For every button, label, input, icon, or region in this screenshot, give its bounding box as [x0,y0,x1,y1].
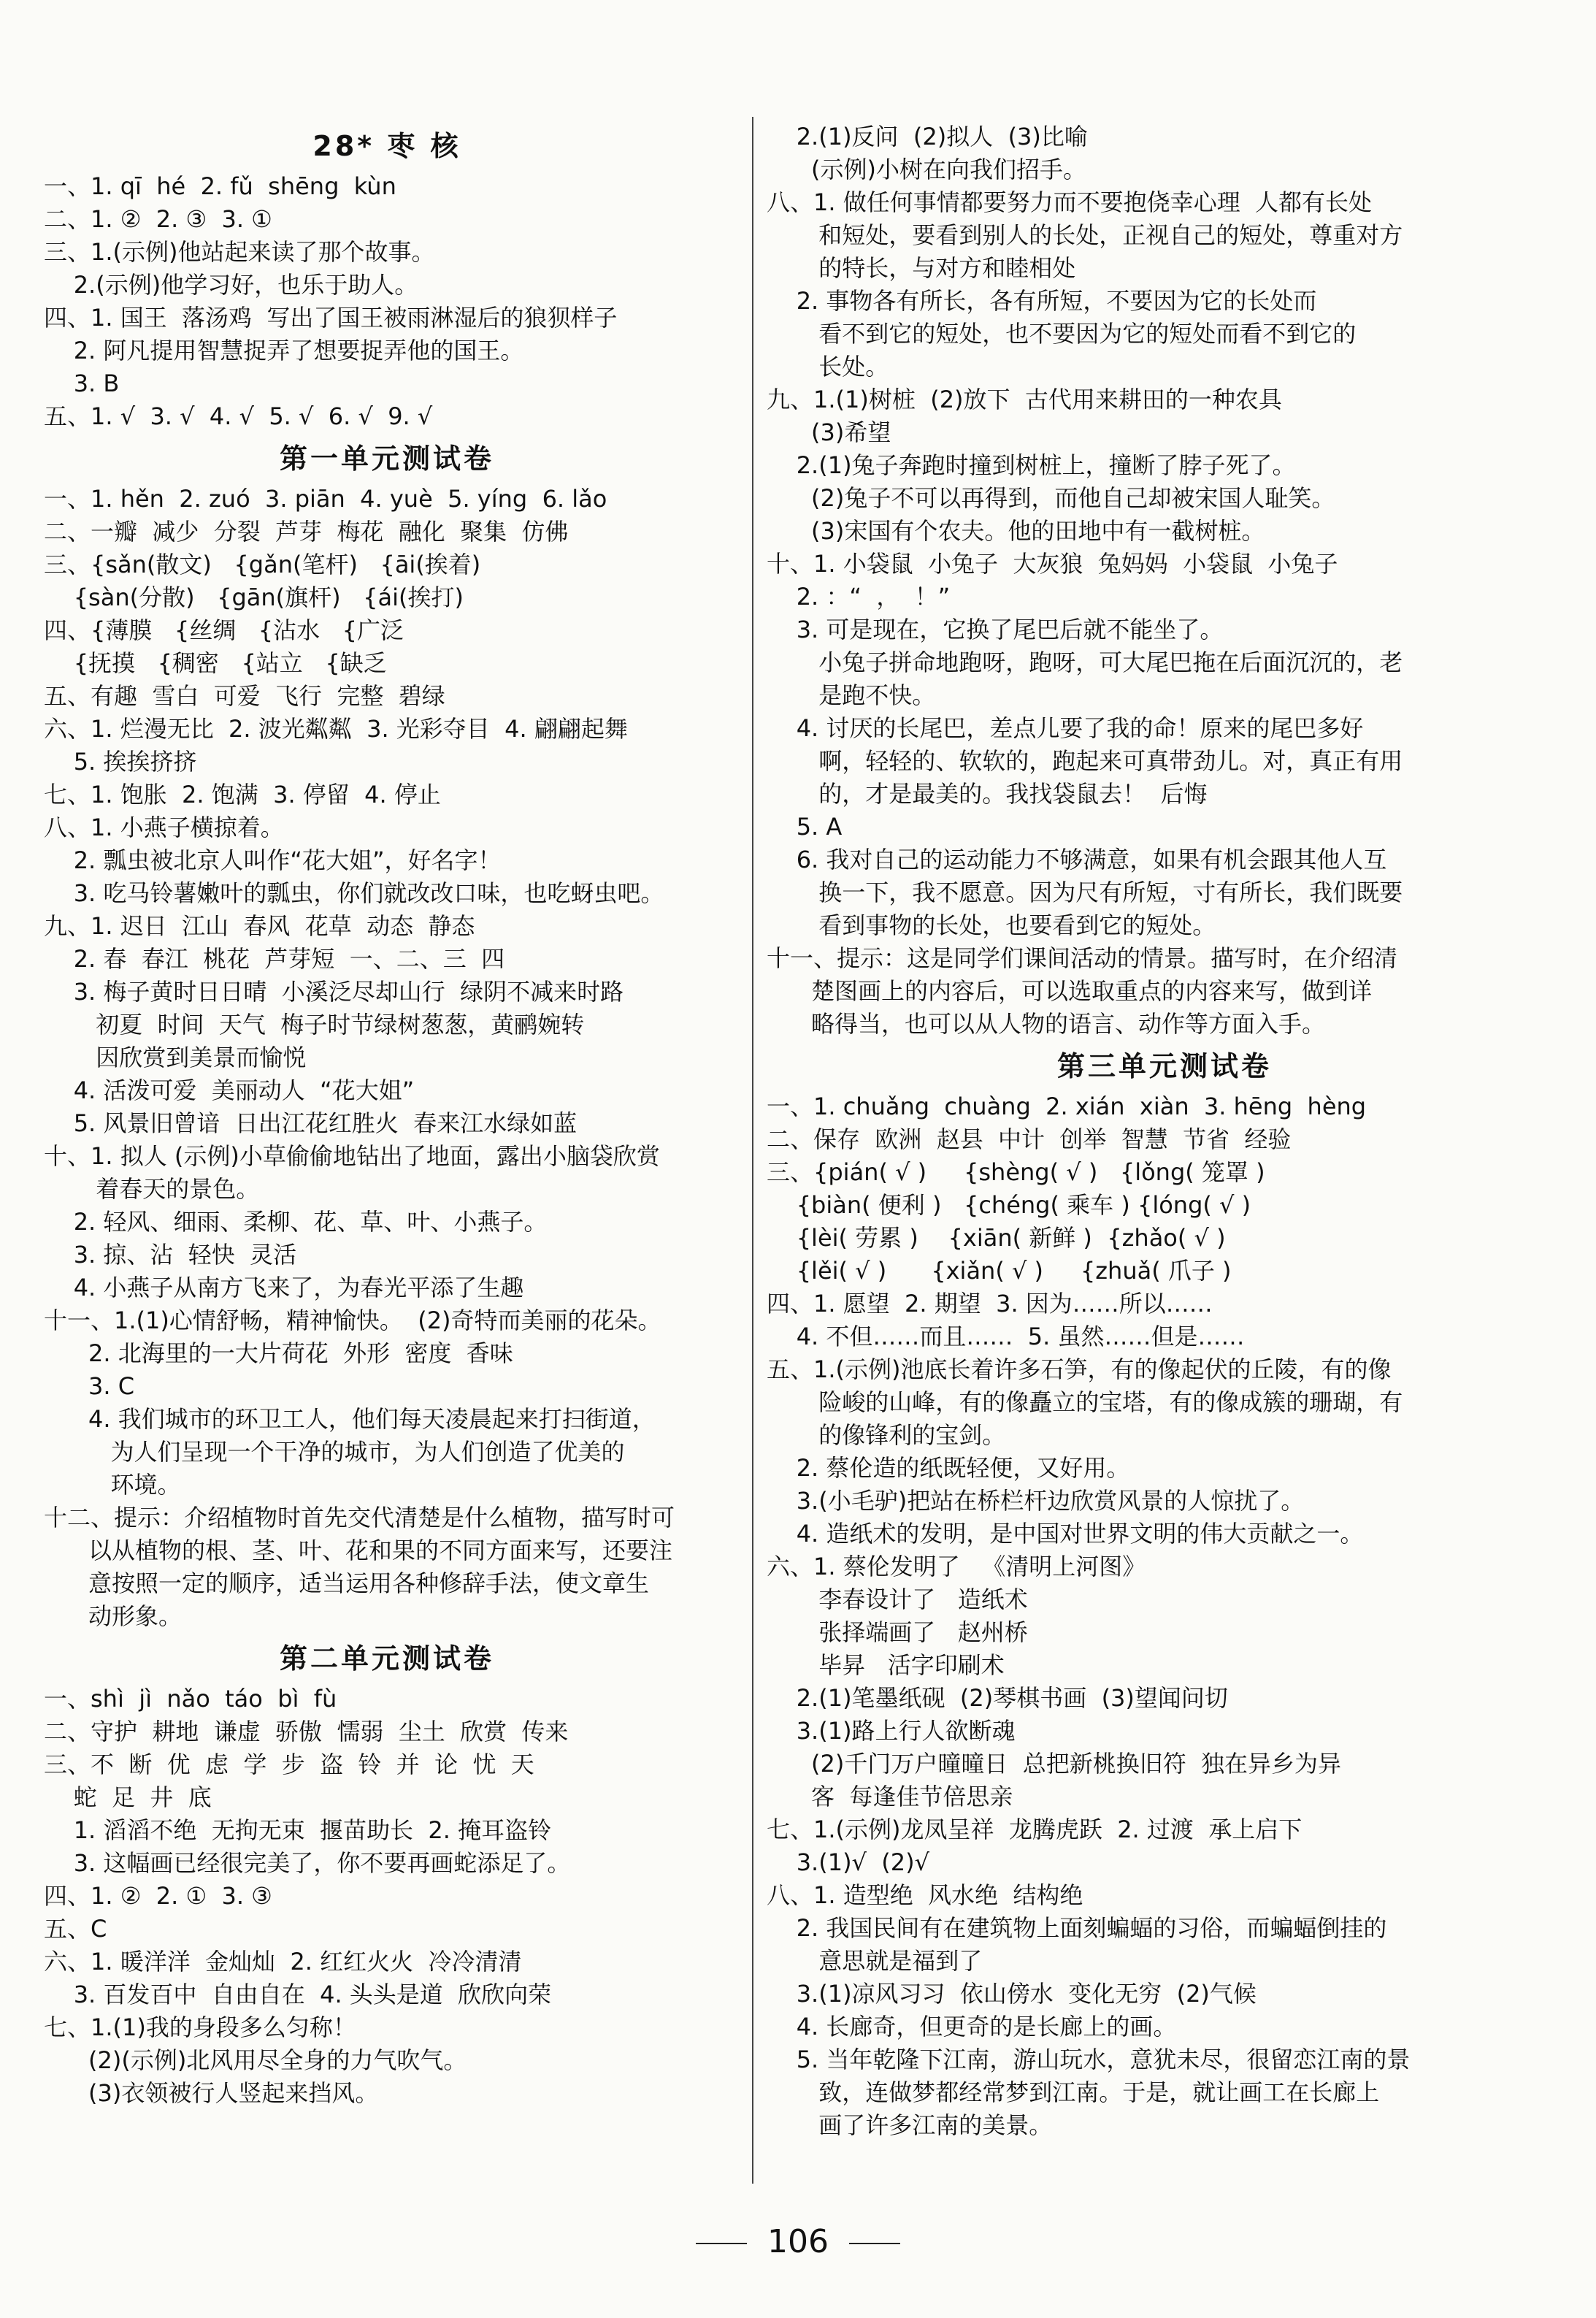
section-heading: 第一单元测试卷 [279,443,494,475]
answer-line: 4. 我们城市的环卫工人，他们每天凌晨起来打扫街道， [44,1405,656,1433]
answer-line: 小兔子拼命地跑呀，跑呀，可大尾巴拖在后面沉沉的，老 [767,649,1403,676]
section-heading: 第二单元测试卷 [279,1642,494,1675]
answer-line: 4. 小燕子从南方飞来了，为春光平添了生趣 [44,1274,524,1301]
answer-line: 三、{sǎn(散文) {gǎn(笔杆) {āi(挨着) [44,551,481,578]
answer-line: 2.(1)反问 (2)拟人 (3)比喻 [767,123,1088,150]
answer-line: 是跑不快。 [767,681,936,709]
answer-line: 4. 讨厌的长尾巴，差点儿要了我的命！原来的尾巴多好 [767,714,1364,742]
answer-line: 二、一瓣 减少 分裂 芦芽 梅花 融化 聚集 仿佛 [44,518,569,546]
answer-line: 的，才是最美的。我找袋鼠去！ 后悔 [767,780,1208,808]
answer-line: 意按照一定的顺序，适当运用各种修辞手法，使文章生 [44,1569,650,1597]
answer-line: 毕昇 活字印刷术 [767,1651,1005,1679]
answer-line: {抚摸 {稠密 {站立 {缺乏 [44,649,387,677]
answer-line: 六、1. 蔡伦发明了 《清明上河图》 [767,1553,1146,1580]
answer-line: 4. 不但……而且…… 5. 虽然……但是…… [767,1323,1245,1350]
answer-line: 二、保存 欧洲 赵县 中计 创举 智慧 节省 经验 [767,1125,1292,1153]
answer-line: 五、1.(示例)池底长着许多石笋，有的像起伏的丘陵，有的像 [767,1355,1392,1383]
answer-line: {lěi( √ ) {xiǎn( √ ) {zhuǎ( 爪子 ) [767,1257,1232,1285]
answer-line: 3.(1)凉风习习 依山傍水 变化无穷 (2)气候 [767,1980,1257,2008]
answer-line: 2. 瓢虫被北京人叫作“花大姐”，好名字！ [44,846,502,874]
answer-line: 2. 蔡伦造的纸既轻便，又好用。 [767,1454,1130,1482]
answer-line: 十一、1.(1)心情舒畅，精神愉快。 (2)奇特而美丽的花朵。 [44,1307,661,1334]
answer-line: 3.(1)路上行人欲断魂 [767,1717,1016,1745]
answer-line: 以从植物的根、茎、叶、花和果的不同方面来写，还要注 [44,1537,673,1564]
answer-line: 2. 阿凡提用智慧捉弄了想要捉弄他的国王。 [44,337,524,364]
answer-line: 四、1. 国王 落汤鸡 写出了国王被雨淋湿后的狼狈样子 [44,304,618,332]
answer-line: 蛇 足 井 底 [44,1783,212,1811]
answer-line: 因欣赏到美景而愉悦 [44,1044,307,1071]
answer-line: 二、守护 耕地 谦虚 骄傲 懦弱 尘土 欣赏 传来 [44,1718,569,1745]
answer-line: 4. 长廊奇，但更奇的是长廊上的画。 [767,2013,1177,2040]
footer-rule-left [696,2243,747,2244]
answer-line: 3. 吃马铃薯嫩叶的瓢虫，你们就改改口味，也吃蚜虫吧。 [44,879,664,907]
answer-line: 和短处，要看到别人的长处，正视自己的短处，尊重对方 [767,221,1403,249]
answer-line: {biàn( 便利 ) {chéng( 乘车 ) {lóng( √ ) [767,1191,1251,1219]
answer-line: {sàn(分散) {gān(旗杆) {ái(挨打) [44,584,464,611]
answer-line: 的特长，与对方和睦相处 [767,254,1076,282]
answer-line: 致，连做梦都经常梦到江南。于是，就让画工在长廊上 [767,2078,1380,2106]
right-column [767,121,1562,2142]
answer-line: 1. 滔滔不绝 无拘无束 揠苗助长 2. 掩耳盗铃 [44,1816,552,1844]
answer-line: 的像锋利的宝剑。 [767,1421,1006,1449]
answer-line: 环境。 [44,1471,181,1499]
answer-line: 5. 风景旧曾谙 日出江花红胜火 春来江水绿如蓝 [44,1109,578,1137]
answer-line: 四、1. ② 2. ① 3. ③ [44,1882,272,1910]
answer-line: 三、不 断 优 虑 学 步 盗 铃 并 论 忧 天 [44,1751,534,1778]
answer-line: 2. ：“ ， ！” [767,583,951,611]
answer-line: 十、1. 拟人 (示例)小草偷偷地钻出了地面，露出小脑袋欣赏 [44,1142,660,1170]
left-column [44,121,730,2110]
answer-line: 2. 春 春江 桃花 芦芽短 一、二、三 四 [44,945,505,973]
page-number: 106 [767,2223,829,2260]
answer-line: 一、1. qī hé 2. fǔ shēng kùn [44,172,396,200]
answer-line: 5. 当年乾隆下江南，游山玩水，意犹未尽，很留恋江南的景 [767,2046,1411,2073]
answer-line: 着春天的景色。 [44,1175,260,1203]
answer-line: 3. B [44,370,120,397]
page-footer [0,2220,1596,2264]
answer-line: 七、1.(示例)龙凤呈祥 龙腾虎跃 2. 过渡 承上启下 [767,1816,1302,1843]
section-heading: 第三单元测试卷 [1056,1050,1272,1082]
answer-line: 3. 这幅画已经很完美了，你不要再画蛇添足了。 [44,1849,571,1877]
answer-line: 九、1.(1)树桩 (2)放下 古代用来耕田的一种农具 [767,386,1282,413]
answer-line: 七、1.(1)我的身段多么匀称！ [44,2013,356,2041]
answer-line: 一、1. chuǎng chuàng 2. xián xiàn 3. hēng hèng [767,1093,1367,1120]
answer-line: 十一、提示：这是同学们课间活动的情景。描写时，在介绍清 [767,944,1398,972]
answer-line: 初夏 时间 天气 梅子时节绿树葱葱，黄鹂婉转 [44,1011,585,1038]
answer-line: 5. 挨挨挤挤 [44,748,197,776]
answer-line: 略得当，也可以从人物的语言、动作等方面入手。 [767,1010,1326,1038]
answer-line: 四、1. 愿望 2. 期望 3. 因为……所以…… [767,1290,1213,1317]
answer-line: 5. A [767,813,843,841]
answer-line: {lèi( 劳累 ) {xiān( 新鲜 ) {zhǎo( √ ) [767,1224,1226,1252]
answer-line: 2. 北海里的一大片荷花 外形 密度 香味 [44,1339,513,1367]
answer-line: 意思就是福到了 [767,1947,983,1975]
answer-line: 七、1. 饱胀 2. 饱满 3. 停留 4. 停止 [44,781,441,808]
section-heading: 28* 枣 核 [312,130,461,162]
answer-line: 动形象。 [44,1602,183,1630]
answer-line: 6. 我对自己的运动能力不够满意，如果有机会跟其他人互 [767,846,1387,873]
answer-line: 4. 活泼可爱 美丽动人 “花大姐” [44,1076,415,1104]
answer-line: 四、{薄膜 {丝绸 {沾水 {广泛 [44,616,404,644]
answer-line: 九、1. 迟日 江山 春风 花草 动态 静态 [44,912,475,940]
answer-line: 2.(1)笔墨纸砚 (2)琴棋书画 (3)望闻问切 [767,1684,1228,1712]
answer-line: (2)千门万户曈曈日 总把新桃换旧符 独在异乡为异 [767,1750,1342,1778]
answer-line: 2.(示例)他学习好，也乐于助人。 [44,271,418,299]
answer-line: (示例)小树在向我们招手。 [767,156,1087,183]
answer-line: 六、1. 暖洋洋 金灿灿 2. 红红火火 冷冷清清 [44,1948,522,1975]
answer-line: 张择端画了 赵州桥 [767,1618,1028,1646]
answer-line: 3. 可是现在，它换了尾巴后就不能坐了。 [767,616,1224,643]
answer-line: 三、{pián( √ ) {shèng( √ ) {lǒng( 笼罩 ) [767,1158,1265,1186]
answer-line: 三、1.(示例)他站起来读了那个故事。 [44,238,435,266]
answer-line: 楚图画上的内容后，可以选取重点的内容来写，做到详 [767,977,1373,1005]
answer-line: 看不到它的短处，也不要因为它的短处而看不到它的 [767,320,1357,348]
answer-line: 一、1. hěn 2. zuó 3. piān 4. yuè 5. yíng 6. lǎo [44,485,607,513]
answer-line: 4. 造纸术的发明，是中国对世界文明的伟大贡献之一。 [767,1520,1364,1548]
answer-line: 3. C [44,1372,135,1400]
answer-line: 一、shì jì nǎo táo bì fù [44,1685,337,1713]
answer-line: 十二、提示：介绍植物时首先交代清楚是什么植物，描写时可 [44,1504,675,1531]
answer-line: 2. 轻风、细雨、柔柳、花、草、叶、小燕子。 [44,1208,548,1236]
answer-line: 3. 梅子黄时日日晴 小溪泛尽却山行 绿阴不减来时路 [44,978,624,1006]
answer-line: (2)(示例)北风用尽全身的力气吹气。 [44,2046,467,2074]
answer-line: 3. 百发百中 自由自在 4. 头头是道 欣欣向荣 [44,1981,552,2008]
answer-line: 2. 事物各有所长，各有所短，不要因为它的长处而 [767,287,1317,315]
answer-line: 3. 掠、沾 轻快 灵活 [44,1241,297,1269]
answer-line: 五、C [44,1915,107,1943]
answer-line: 五、1. √ 3. √ 4. √ 5. √ 6. √ 9. √ [44,402,433,430]
column-divider [752,117,753,2184]
answer-line: 啊，轻轻的、软软的，跑起来可真带劲儿。对，真正有用 [767,747,1403,775]
answer-line: 画了许多江南的美景。 [767,2111,1053,2139]
answer-line: 看到事物的长处，也要看到它的短处。 [767,911,1216,939]
answer-line: 2. 我国民间有在建筑物上面刻蝙蝠的习俗，而蝙蝠倒挂的 [767,1914,1387,1942]
answer-line: 六、1. 烂漫无比 2. 波光粼粼 3. 光彩夺目 4. 翩翩起舞 [44,715,628,743]
answer-line: 五、有趣 雪白 可爱 飞行 完整 碧绿 [44,682,445,710]
answer-line: 换一下，我不愿意。因为尺有所短，寸有所长，我们既要 [767,879,1403,906]
answer-line: 为人们呈现一个干净的城市，为人们创造了优美的 [44,1438,625,1466]
answer-line: 二、1. ② 2. ③ 3. ① [44,205,272,233]
answer-line: (3)宋国有个农夫。他的田地中有一截树桩。 [767,517,1265,545]
answer-line: 李春设计了 造纸术 [767,1586,1028,1613]
answer-line: 3.(1)√ (2)√ [767,1848,929,1876]
answer-line: 3.(小毛驴)把站在桥栏杆边欣赏风景的人惊扰了。 [767,1487,1305,1515]
answer-line: (2)兔子不可以再得到，而他自己却被宋国人耻笑。 [767,484,1335,512]
answer-line: 2.(1)兔子奔跑时撞到树桩上，撞断了脖子死了。 [767,451,1296,479]
answer-line: 险峻的山峰，有的像矗立的宝塔，有的像成簇的珊瑚，有 [767,1388,1403,1416]
answer-line: 八、1. 造型绝 风水绝 结构绝 [767,1881,1083,1909]
answer-line: 客 每逢佳节倍思亲 [767,1783,1013,1810]
answer-line: 八、1. 小燕子横掠着。 [44,814,284,841]
footer-rule-right [849,2243,900,2244]
answer-line: 长处。 [767,353,889,380]
answer-line: (3)衣领被行人竖起来挡风。 [44,2079,379,2107]
answer-line: 十、1. 小袋鼠 小兔子 大灰狼 兔妈妈 小袋鼠 小兔子 [767,550,1338,578]
answer-line: 八、1. 做任何事情都要努力而不要抱侥幸心理 人都有长处 [767,188,1373,216]
answer-line: (3)希望 [767,418,891,446]
